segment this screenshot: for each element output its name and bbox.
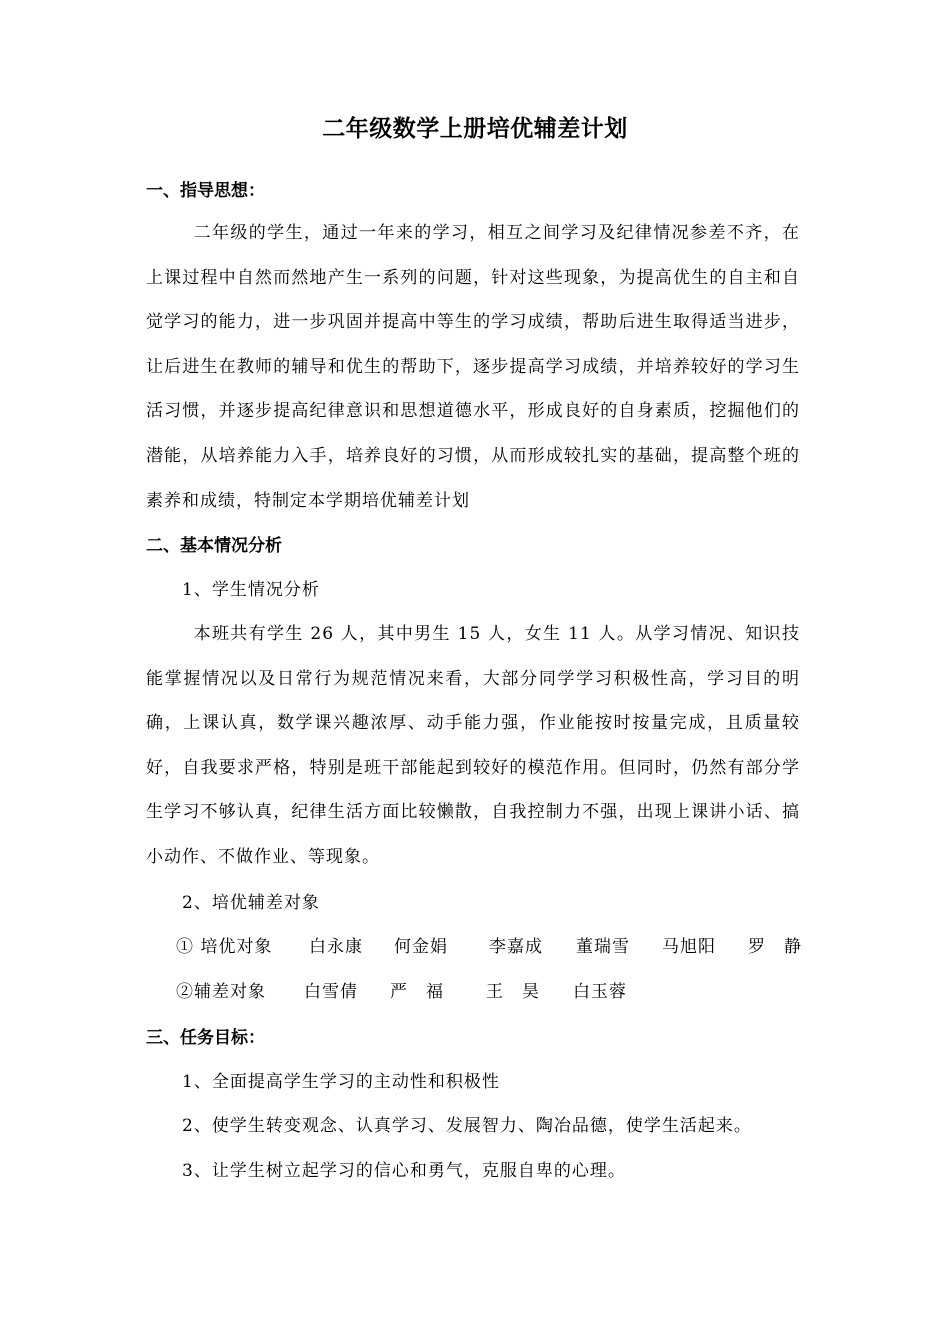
student-analysis-paragraph: 本班共有学生 26 人，其中男生 15 人，女生 11 人。从学习情况、知识技能掌握情况以及日常行为规范情况来看，大部分同学学习积极性高，学习目的明确，上课认真，数学课兴趣浓厚、动手能力强，作业能按时按量完成，且质量较好，自我要求严格，特别是班干部能起到较好的模范作用。但同时，仍然有部分学生学习不够认真，纪律生活方面比较懒散，自我控制力不强，出现上课讲小话、搞小动作、不做作业、等现象。	[146, 624, 800, 867]
guiding-ideology-paragraph: 二年级的学生，通过一年来的学习，相互之间学习及纪律情况参差不齐，在上课过程中自然而然地产生一系列的问题，针对这些现象，为提高优生的自主和自觉学习的能力，进一步巩固并提高中等生的学习成绩，帮助后进生取得适当进步，让后进生在教师的辅导和优生的帮助下，逐步提高学习成绩，并培养较好的学习生活习惯，并逐步提高纪律意识和思想道德水平，形成良好的自身素质，挖掘他们的潜能，从培养能力入手，培养良好的习惯，从而形成较扎实的基础，提高整个班的素养和成绩，特制定本学期培优辅差计划	[146, 223, 800, 511]
gifted-students-row	[176, 932, 816, 962]
section-heading-basic-analysis: 二、基本情况分析	[146, 536, 282, 556]
gifted-label: ① 培优对象	[176, 937, 273, 957]
student-name: 王 昊	[486, 982, 540, 1002]
student-name: 李嘉成	[489, 937, 543, 957]
document-title: 二年级数学上册培优辅差计划	[322, 115, 628, 142]
goal-item: 3、让学生树立起学习的信心和勇气，克服自卑的心理。	[182, 1161, 626, 1181]
student-name: 严 福	[390, 982, 444, 1002]
section-heading-guiding-ideology: 一、指导思想：	[146, 181, 265, 201]
student-name: 董瑞雪	[576, 937, 630, 957]
student-name: 罗 静	[748, 937, 802, 957]
support-students-row	[176, 977, 816, 1007]
section-heading-task-goals: 三、任务目标：	[146, 1028, 265, 1048]
student-name: 马旭阳	[662, 937, 716, 957]
subheading-student-analysis: 1、学生情况分析	[182, 580, 320, 600]
student-name: 何金娟	[394, 937, 448, 957]
student-name: 白永康	[309, 937, 363, 957]
support-label: ②辅差对象	[176, 982, 266, 1002]
subheading-target-students: 2、培优辅差对象	[182, 893, 320, 913]
goal-item: 1、全面提高学生学习的主动性和积极性	[182, 1072, 500, 1092]
student-name: 白雪倩	[304, 982, 358, 1002]
goal-item: 2、使学生转变观念、认真学习、发展智力、陶冶品德，使学生活起来。	[182, 1116, 752, 1136]
student-name: 白玉蓉	[573, 982, 627, 1002]
